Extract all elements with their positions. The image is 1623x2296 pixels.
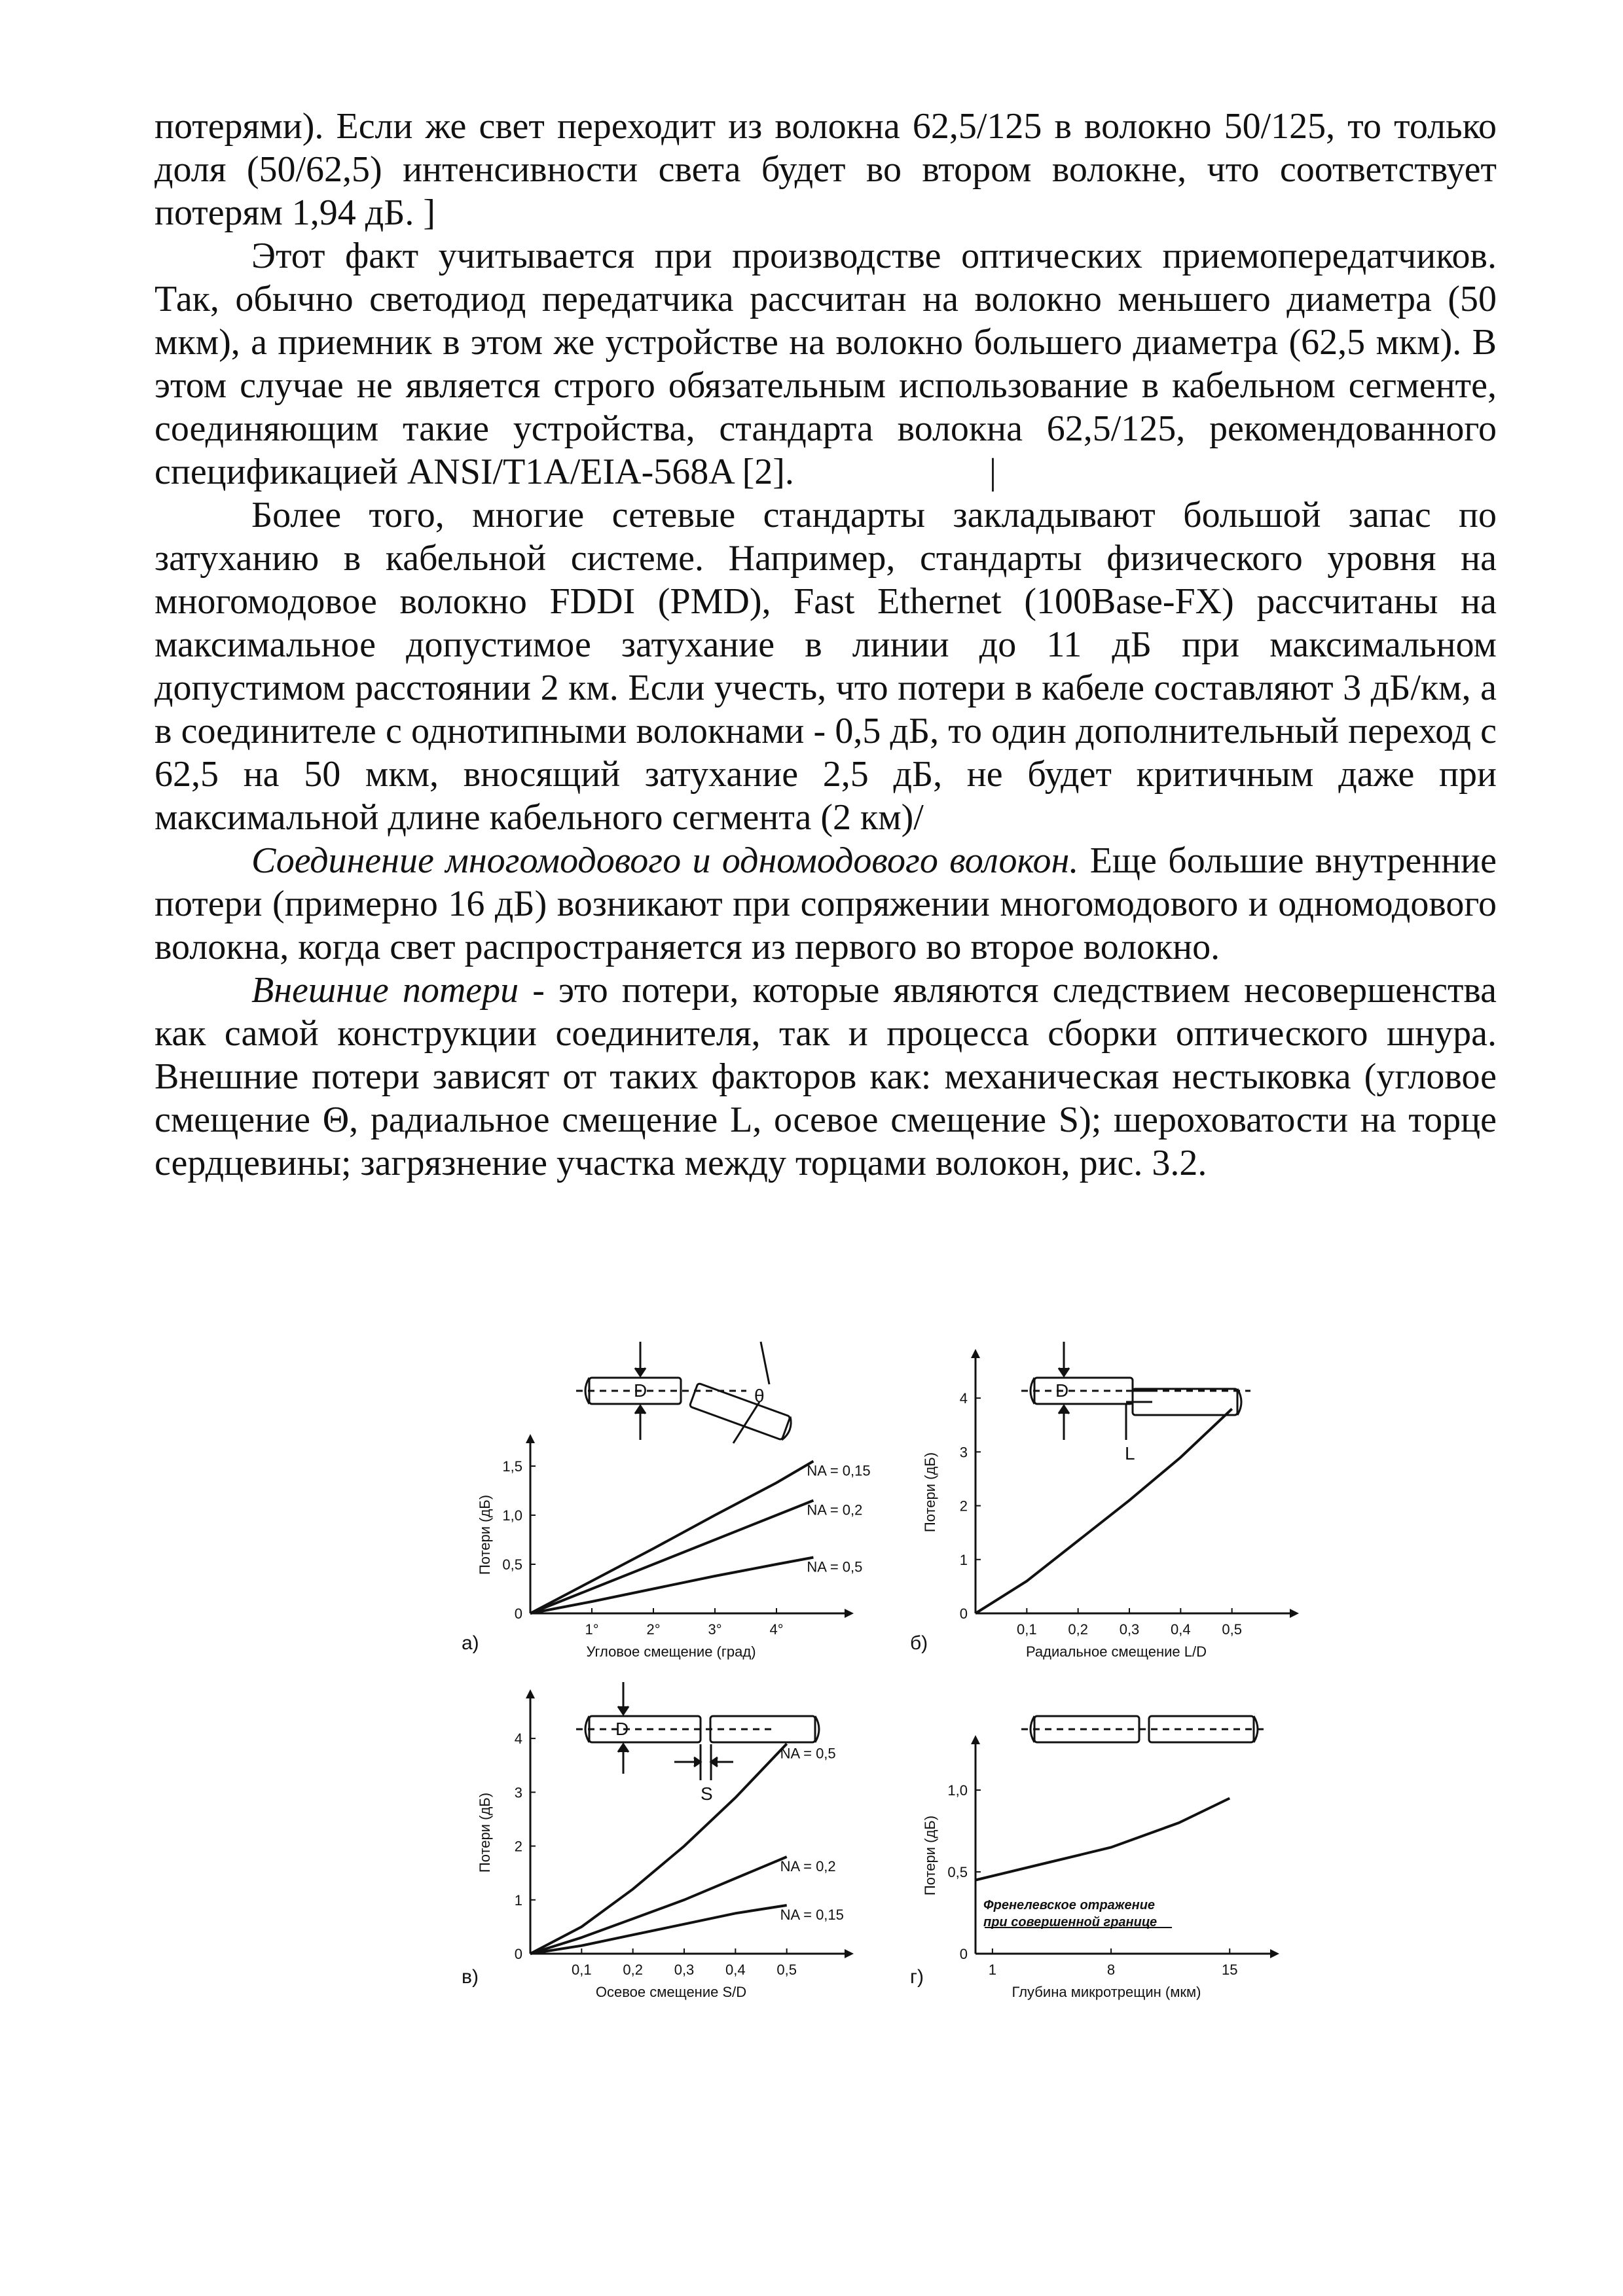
paragraph-1: потерями). Если же свет переходит из волокна 62,5/125 в волокно 50/125, то только доля (50/62,5) интенсивности света будет во втором волокне, что соответствует потерям 1,94 дБ. ] [155, 106, 1497, 233]
paragraph-3: Более того, многие сетевые стандарты закладывают большой запас по затуханию в кабельной системе. Например, стандарты физического уровня на многомодовое волокно FDDI (PMD), Fast Ethernet (100Base-FX) рассчитаны на максимальное допустимое затухание в линии до 11 дБ при максимальном допустимом расстоянии 2 км. Если учесть, что потери в кабеле составляют 3 дБ/км, а в соединителе с однотипными волокнами - 0,5 дБ, то один дополнительный переход с 62,5 на 50 мкм, вносящий затухание 2,5 дБ, не будет критичным даже при максимальной длине кабельного сегмента (2 км)/ [155, 495, 1497, 838]
y-tick-label: 0 [959, 1605, 968, 1622]
text-cursor-mark: | [989, 452, 997, 492]
chart-panel-1 [477, 1434, 871, 1660]
chart-panel-3 [477, 1689, 854, 2000]
y-axis-arrow [526, 1689, 535, 1698]
x-axis-arrow [1290, 1609, 1299, 1618]
x-tick-label: 0,1 [1017, 1621, 1037, 1638]
series-line-1 [976, 1409, 1232, 1613]
x-tick-label: 3° [708, 1621, 722, 1638]
x-tick-label: 0,5 [776, 1962, 797, 1978]
y-tick-label: 0 [514, 1946, 522, 1962]
paragraph-4-term: Соединение многомодового и одномодового волокон. [251, 840, 1079, 881]
diagram-b-d-label: D [1055, 1380, 1069, 1401]
series-label-1: NA = 0,5 [780, 1745, 836, 1762]
y-tick-label: 0,5 [502, 1556, 522, 1573]
y-axis-label: Потери (дБ) [922, 1815, 938, 1896]
panel-label-d: г) [910, 1966, 924, 1988]
charts-layer [477, 1349, 1299, 2000]
chart-annotation-line: при совершенной границе [983, 1915, 1158, 1929]
x-tick-label: 0,5 [1222, 1621, 1242, 1638]
y-axis-arrow [526, 1434, 535, 1443]
paragraph-2-text: Этот факт учитывается при производстве оптических приемопередатчиков. Так, обычно светодиод передатчика рассчитан на волокно меньшего диаметра (50 мкм), а приемник в этом же устройстве на волокно большего диаметра (62,5 мкм). В этом случае не является строго обязательным использование в кабельном сегменте, соединяющим такие устройства, стандарта волокна 62,5/125, рекомендованного спецификацией ANSI/T1A/EIA-568A [2]. [155, 236, 1497, 492]
diagram-b-l-label: L [1125, 1443, 1135, 1463]
x-tick-label: 0,2 [1068, 1621, 1088, 1638]
y-tick-label: 4 [959, 1390, 968, 1407]
series-line-1 [530, 1462, 813, 1614]
paragraph-4 [155, 839, 1497, 969]
y-tick-label: 0,5 [947, 1864, 968, 1880]
paragraph-4-text: Еще большие внутренние потери (примерно 16 дБ) возникают при сопряжении многомодового и одномодового волокна, когда свет распространяется из первого во второе волокно. [155, 840, 1497, 967]
x-tick-label: 0,2 [623, 1962, 643, 1978]
chart-panel-4 [922, 1735, 1279, 2000]
series-label-2: NA = 0,2 [780, 1858, 836, 1874]
body-text [155, 105, 1497, 1185]
x-tick-label: 15 [1221, 1962, 1238, 1978]
series-line-2 [530, 1857, 787, 1954]
chart-annotation-line: Френелевское отражение [983, 1898, 1156, 1912]
x-axis-label: Угловое смещение (град) [586, 1643, 756, 1660]
x-axis-label: Осевое смещение S/D [595, 1984, 747, 2000]
paragraph-2 [155, 234, 1497, 493]
paragraph-5-term: Внешние потери [251, 970, 519, 1011]
x-axis-arrow [845, 1609, 854, 1618]
diagram-a-theta-label: θ [754, 1386, 765, 1406]
diagram-micro-crack [1021, 1716, 1264, 1742]
y-tick-label: 0 [959, 1946, 968, 1962]
series-line-3 [530, 1905, 787, 1954]
series-label-2: NA = 0,2 [807, 1501, 863, 1518]
x-tick-label: 0,4 [725, 1962, 746, 1978]
diagram-axial-offset [576, 1682, 819, 1780]
x-tick-label: 4° [769, 1621, 784, 1638]
x-tick-label: 2° [646, 1621, 661, 1638]
x-axis-arrow [1270, 1949, 1279, 1958]
x-axis-arrow [845, 1949, 854, 1958]
series-line-1 [976, 1799, 1230, 1880]
y-tick-label: 1,5 [502, 1458, 522, 1475]
series-label-3: NA = 0,5 [807, 1558, 863, 1575]
y-tick-label: 1 [959, 1551, 968, 1568]
chart-panel-2 [922, 1349, 1299, 1660]
series-line-3 [530, 1558, 813, 1614]
series-label-3: NA = 0,15 [780, 1907, 844, 1923]
figure-svg [458, 1329, 1309, 2049]
x-tick-label: 1 [988, 1962, 997, 1978]
diagram-a-d-label: D [634, 1380, 647, 1401]
x-tick-label: 1° [585, 1621, 599, 1638]
diagram-c-s-label: S [701, 1784, 713, 1804]
x-axis-label: Радиальное смещение L/D [1025, 1643, 1207, 1660]
y-axis-arrow [971, 1349, 980, 1358]
y-tick-label: 1,0 [502, 1507, 522, 1524]
series-line-2 [530, 1501, 813, 1614]
y-tick-label: 0 [514, 1605, 522, 1622]
paragraph-5 [155, 969, 1497, 1185]
y-tick-label: 1,0 [947, 1782, 968, 1799]
y-tick-label: 2 [514, 1838, 522, 1855]
y-tick-label: 1 [514, 1892, 522, 1909]
y-axis-label: Потери (дБ) [477, 1494, 493, 1575]
diagram-c-d-label: D [615, 1719, 629, 1739]
x-axis-label: Глубина микротрещин (мкм) [1012, 1984, 1201, 2000]
y-axis-label: Потери (дБ) [922, 1452, 938, 1533]
x-tick-label: 0,4 [1171, 1621, 1191, 1638]
series-line-1 [530, 1744, 787, 1954]
y-tick-label: 3 [959, 1444, 968, 1461]
y-tick-label: 3 [514, 1784, 522, 1801]
x-tick-label: 0,3 [1119, 1621, 1140, 1638]
series-label-1: NA = 0,15 [807, 1462, 871, 1479]
panel-label-a: а) [462, 1632, 479, 1654]
y-axis-label: Потери (дБ) [477, 1792, 493, 1873]
y-tick-label: 4 [514, 1731, 522, 1748]
y-tick-label: 2 [959, 1498, 968, 1515]
paragraph-5-text: - это потери, которые являются следствием несовершенства как самой конструкции соединителя, так и процесса сборки оптического шнура. Внешние потери зависят от таких факторов как: механическая нестыковка (угловое смещение Θ, радиальное смещение L, осевое смещение S); шероховатости на торце сердцевины; загрязнение участка между торцами волокон, рис. 3.2. [155, 970, 1497, 1183]
x-tick-label: 8 [1106, 1962, 1116, 1978]
figure-3-2 [458, 1329, 1309, 2049]
panel-label-c: в) [462, 1966, 479, 1988]
y-axis-arrow [971, 1735, 980, 1744]
panel-label-b: б) [910, 1632, 928, 1654]
x-tick-label: 0,3 [674, 1962, 695, 1978]
x-tick-label: 0,1 [572, 1962, 592, 1978]
